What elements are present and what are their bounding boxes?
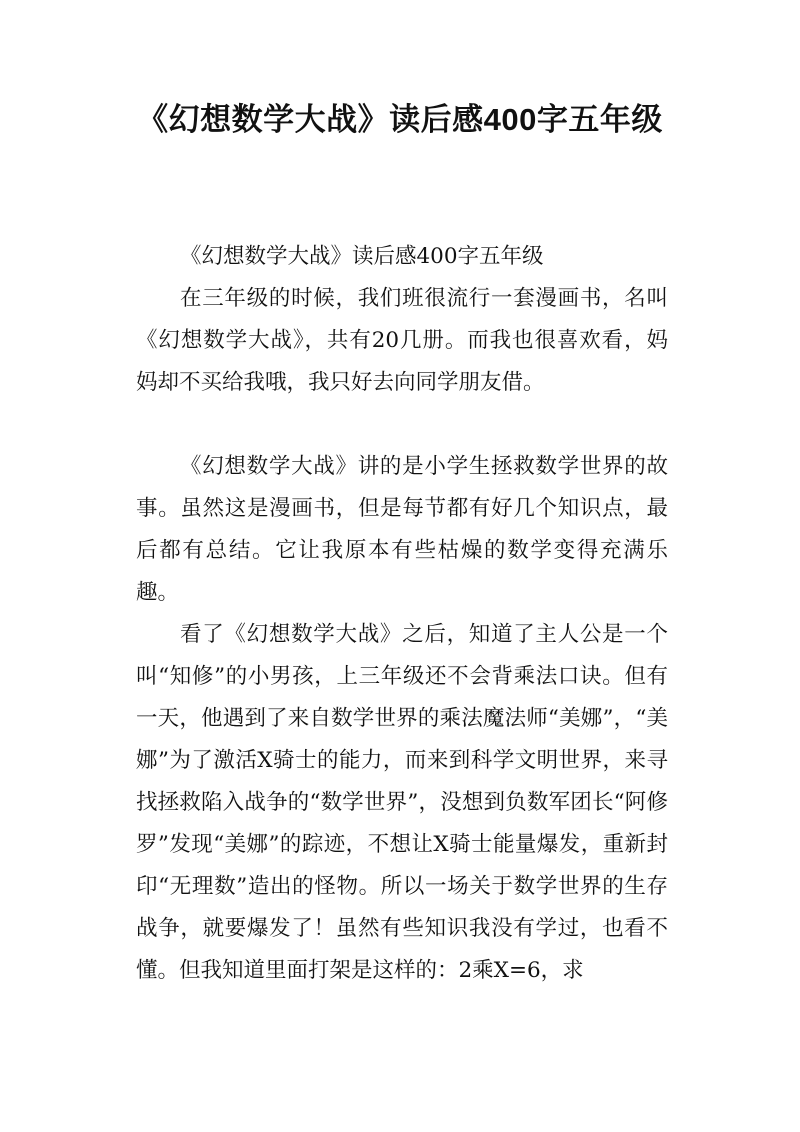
body-paragraph: 看了《幻想数学大战》之后，知道了主人公是一个叫“知修”的小男孩，上三年级还不会背乘法口诀。但有一天，他遇到了来自数学世界的乘法魔法师“美娜”，“美娜”为了激活X骑士的能力，而来到科学文明世界，来寻找拯救陷入战争的“数学世界”，没想到负数军团长“阿修罗”发现“美娜”的踪迹，不想让X骑士能量爆发，重新封印“无理数”造出的怪物。所以一场关于数学世界的生存战争，就要爆发了！虽然有些知识我没有学过，也看不懂。但我知道里面打架是这样的：2乘X=6，求 [136, 622, 668, 983]
document-title: 《幻想数学大战》读后感400字五年级 [137, 102, 663, 137]
document-body [136, 236, 668, 992]
subtitle-paragraph: 《幻想数学大战》读后感400字五年级 [180, 244, 544, 269]
body-paragraph: 《幻想数学大战》讲的是小学生拯救数学世界的故事。虽然这是漫画书，但是每节都有好几个知识点，最后都有总结。它让我原本有些枯燥的数学变得充满乐趣。 [136, 454, 668, 605]
body-paragraph: 在三年级的时候，我们班很流行一套漫画书，名叫《幻想数学大战》，共有20几册。而我也很喜欢看，妈妈却不买给我哦，我只好去向同学朋友借。 [136, 286, 668, 395]
